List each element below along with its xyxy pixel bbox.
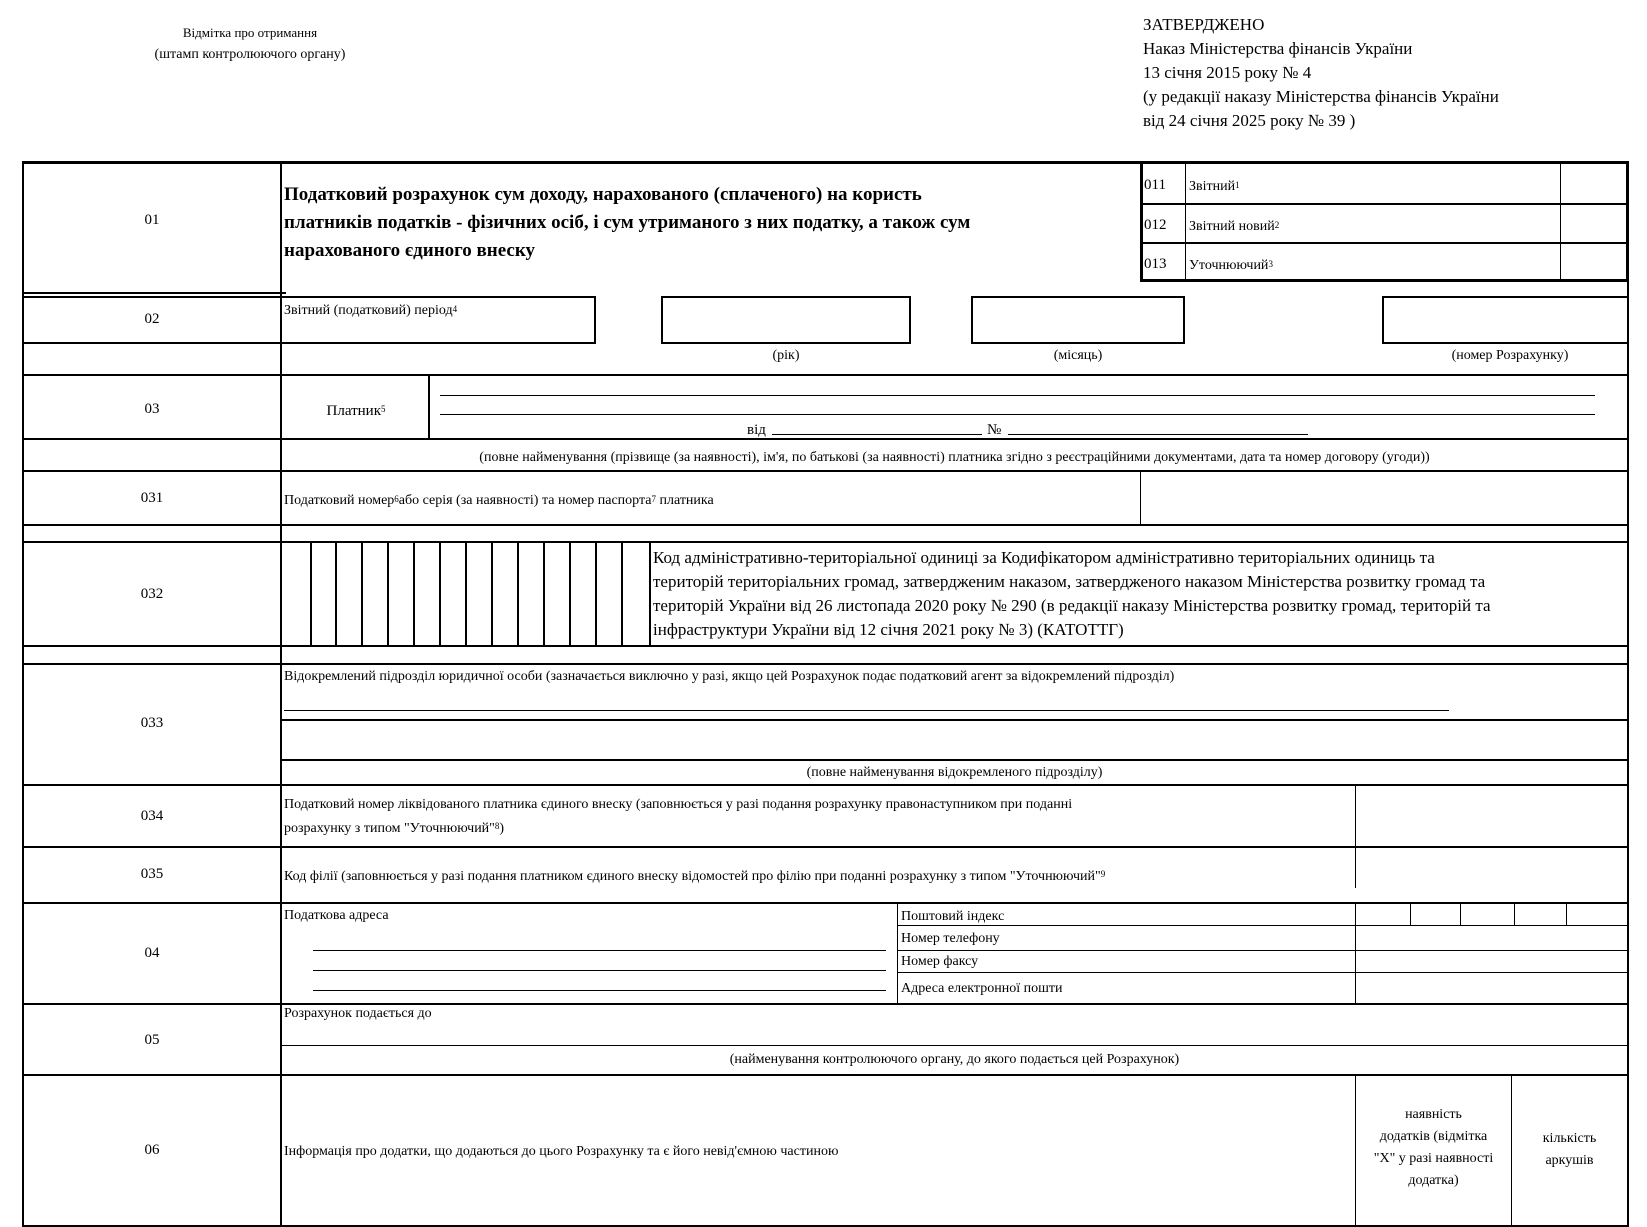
row-divider (22, 438, 1629, 440)
cell-divider (335, 541, 337, 646)
payer-label-text: Платник (326, 403, 381, 419)
fax-label: Номер факсу (901, 954, 979, 969)
type-label: Звітний новий (1189, 219, 1275, 234)
row-divider (22, 296, 596, 298)
order-line2: 13 січня 2015 року № 4 (1143, 63, 1312, 82)
fax-field[interactable] (1358, 952, 1626, 971)
katottg-line2: територій територіальних громад, затвердженим наказом, затвердженого наказом Міністерства розвитку громад та (653, 572, 1486, 591)
footnote-ref: 9 (1100, 869, 1106, 879)
contract-date-label: від (747, 422, 766, 438)
type-mark-013[interactable] (1563, 246, 1625, 280)
contract-number-field[interactable] (1008, 434, 1308, 435)
type-code-012: 012 (1144, 217, 1167, 233)
type-mark-011[interactable] (1563, 167, 1625, 201)
sheets-count-header (1512, 1130, 1627, 1169)
cell-divider (1460, 902, 1461, 925)
katottg-line3: територій України від 26 листопада 2020 року № 290 (в редакції наказу Міністерства розвитку громад, територій та (653, 596, 1491, 615)
inner-divider (280, 759, 1629, 761)
liquidated-text: розрахунку з типом "Уточнюючий" (284, 821, 495, 836)
type-code-013: 013 (1144, 256, 1167, 272)
row-code: 02 (144, 311, 160, 327)
cell-divider (1410, 902, 1411, 925)
footnote-ref: 2 (1274, 220, 1280, 230)
header-line: наявність (1405, 1107, 1462, 1122)
row-code: 01 (144, 212, 160, 228)
contacts-row-divider (897, 950, 1629, 951)
attachments-presence-header (1356, 1106, 1511, 1189)
row-divider (22, 524, 1629, 526)
tax-address-label: Податкова адреса (284, 908, 389, 923)
authority-name-field[interactable] (284, 1024, 1624, 1044)
tax-number-field[interactable] (1142, 472, 1627, 524)
branch-caption: (повне найменування відокремленого підрозділу) (806, 765, 1103, 780)
row-code: 033 (140, 715, 164, 731)
phone-label: Номер телефону (901, 931, 1000, 946)
row-divider (22, 342, 596, 344)
order-line3: (у редакції наказу Міністерства фінансів України (1143, 87, 1499, 106)
row-divider (22, 1003, 1629, 1005)
liquidated-label-line1: Податковий номер ліквідованого платника єдиного внеску (заповнюється у разі подання розрахунку правонаступником при поданні (284, 797, 1073, 812)
stamp-line1: Відмітка про отримання (182, 25, 318, 40)
form-title-line2: платників податків - фізичних осіб, і сум утриманого з них податку, а також сум (284, 212, 971, 233)
contract-date-field[interactable] (772, 434, 982, 435)
address-line[interactable] (313, 990, 886, 991)
period-label-text: Звітний (податковий) період (284, 303, 453, 318)
row-divider (22, 1074, 1629, 1076)
type-mark-divider (1560, 161, 1561, 282)
liquidated-tax-number-field[interactable] (1358, 786, 1626, 846)
branch-label: Відокремлений підрозділ юридичної особи (зазначається виключно у разі, якщо цей Розрахунок подає податковий агент за відокремлений підрозділ) (284, 669, 1175, 684)
type-label-new-reporting (1189, 218, 1279, 236)
cell-divider (310, 541, 312, 646)
address-line[interactable] (313, 950, 886, 951)
stamp-line2: (штамп контролюючого органу) (154, 47, 346, 62)
row-divider (22, 902, 1629, 904)
cell-divider (649, 541, 651, 646)
footnote-ref: 6 (394, 494, 399, 504)
contacts-row-divider (897, 972, 1629, 973)
closing-paren: ) (499, 821, 505, 836)
authority-caption: (найменування контролюючого органу, до якого подається цей Розрахунок) (729, 1052, 1180, 1067)
row-divider (22, 663, 1629, 665)
row-code: 04 (144, 945, 160, 961)
branch-code-text: Код філії (заповнюється у разі подання платником єдиного внеску відомостей про філію при поданні розрахунку з типом "Уточнюючий" (284, 869, 1101, 884)
value-column-divider (1355, 784, 1356, 888)
row-code: 034 (140, 808, 164, 824)
row-code: 03 (144, 401, 160, 417)
type-label-reporting (1189, 178, 1240, 196)
branch-name-line[interactable] (284, 710, 1449, 711)
type-label: Звітний (1189, 179, 1236, 194)
katottg-line4: інфраструктури України від 12 січня 2021 року № 3) (КАТОТТГ) (653, 620, 1124, 639)
katottg-line1: Код адміністративно-територіальної одиниці за Кодифікатором адміністративно територіальних одиниць та (653, 548, 1435, 567)
form-title-line1: Податковий розрахунок сум доходу, нарахованого (сплаченого) на користь (284, 184, 922, 205)
cell-divider (387, 541, 389, 646)
report-number-caption: (номер Розрахунку) (1451, 348, 1569, 363)
header-line: "Х" у разі наявності (1373, 1151, 1494, 1166)
order-line1: Наказ Міністерства фінансів України (1143, 39, 1413, 58)
row-code: 032 (140, 586, 164, 602)
footnote-ref: 4 (452, 304, 458, 314)
cell-divider (1566, 902, 1567, 925)
attachments-label: Інформація про додатки, що додаються до цього Розрахунку та є його невід'ємною частиною (284, 1144, 839, 1159)
month-caption: (місяць) (1053, 348, 1103, 363)
type-code-011: 011 (1144, 177, 1166, 193)
phone-field[interactable] (1358, 927, 1626, 949)
row-divider (22, 541, 1629, 543)
period-label-right-border (594, 296, 596, 344)
contacts-divider (1355, 902, 1356, 1004)
period-label (284, 302, 457, 320)
postal-code-label: Поштовий індекс (901, 909, 1005, 924)
type-row-divider (1140, 242, 1629, 244)
tax-number-label (284, 492, 714, 510)
row-divider (22, 645, 1629, 647)
row-divider (22, 846, 1629, 848)
inner-divider (280, 1045, 1629, 1046)
year-field[interactable] (661, 296, 911, 344)
address-divider (897, 902, 898, 1004)
cell-divider (1514, 902, 1515, 925)
row-code: 06 (144, 1142, 160, 1158)
cell-divider (491, 541, 493, 646)
payer-label-divider (428, 374, 430, 440)
footnote-ref: 5 (381, 404, 386, 414)
tax-number-text: Податковий номер (284, 493, 395, 508)
type-row-divider (1140, 203, 1629, 205)
type-label-clarifying (1189, 257, 1273, 275)
form-title-line3: нарахованого єдиного внеску (284, 240, 536, 261)
address-line[interactable] (313, 970, 886, 971)
payer-label (284, 402, 428, 420)
approved-label: ЗАТВЕРДЖЕНО (1143, 15, 1265, 34)
branch-name-field[interactable] (284, 722, 1624, 758)
tax-number-divider (1140, 470, 1141, 525)
cell-divider (543, 541, 545, 646)
footnote-ref: 8 (494, 821, 500, 831)
payer-name-line[interactable] (440, 395, 1595, 396)
payer-name-line[interactable] (440, 414, 1595, 415)
cell-divider (413, 541, 415, 646)
inner-divider (280, 719, 1629, 721)
row-code: 031 (140, 490, 164, 506)
footnote-ref: 3 (1268, 259, 1273, 269)
row-divider (22, 374, 1629, 376)
type-mark-012[interactable] (1563, 207, 1625, 241)
header-line: додатка) (1408, 1173, 1459, 1188)
row-divider (22, 292, 286, 294)
liquidated-label-line2 (284, 820, 504, 837)
header-line: кількість (1542, 1131, 1597, 1146)
cell-divider (595, 541, 597, 646)
branch-code-field[interactable] (1358, 849, 1626, 901)
cell-divider (465, 541, 467, 646)
submitted-to-label: Розрахунок подається до (284, 1006, 432, 1021)
contract-number-label: № (987, 422, 1002, 438)
cell-divider (569, 541, 571, 646)
passport-text: або серія (за наявності) та номер паспорта (398, 493, 652, 508)
month-field[interactable] (971, 296, 1185, 344)
header-line: додатків (відмітка (1379, 1129, 1488, 1144)
type-label: Уточнюючий (1189, 258, 1269, 273)
footnote-ref: 7 (651, 494, 656, 504)
cell-divider (361, 541, 363, 646)
year-caption: (рік) (772, 348, 800, 363)
report-number-field[interactable] (1382, 296, 1629, 344)
branch-code-label (284, 868, 1105, 885)
payer-caption: (повне найменування (прізвище (за наявності), ім'я, по батькові (за наявності) платника згідно з реєстраційними документами, дата та номер договору (угоди)) (479, 450, 1430, 465)
email-field[interactable] (1358, 974, 1626, 1002)
row-code: 05 (144, 1032, 160, 1048)
type-code-divider (1185, 161, 1186, 282)
order-line4: від 24 січня 2025 року № 39 ) (1143, 111, 1356, 130)
footnote-ref: 1 (1235, 180, 1240, 190)
header-line: аркушів (1545, 1153, 1594, 1168)
email-label: Адреса електронної пошти (901, 981, 1063, 996)
contacts-row-divider (897, 925, 1629, 926)
cell-divider (517, 541, 519, 646)
cell-divider (439, 541, 441, 646)
row-code: 035 (140, 866, 164, 882)
cell-divider (621, 541, 623, 646)
payer-text: платника (655, 493, 714, 508)
